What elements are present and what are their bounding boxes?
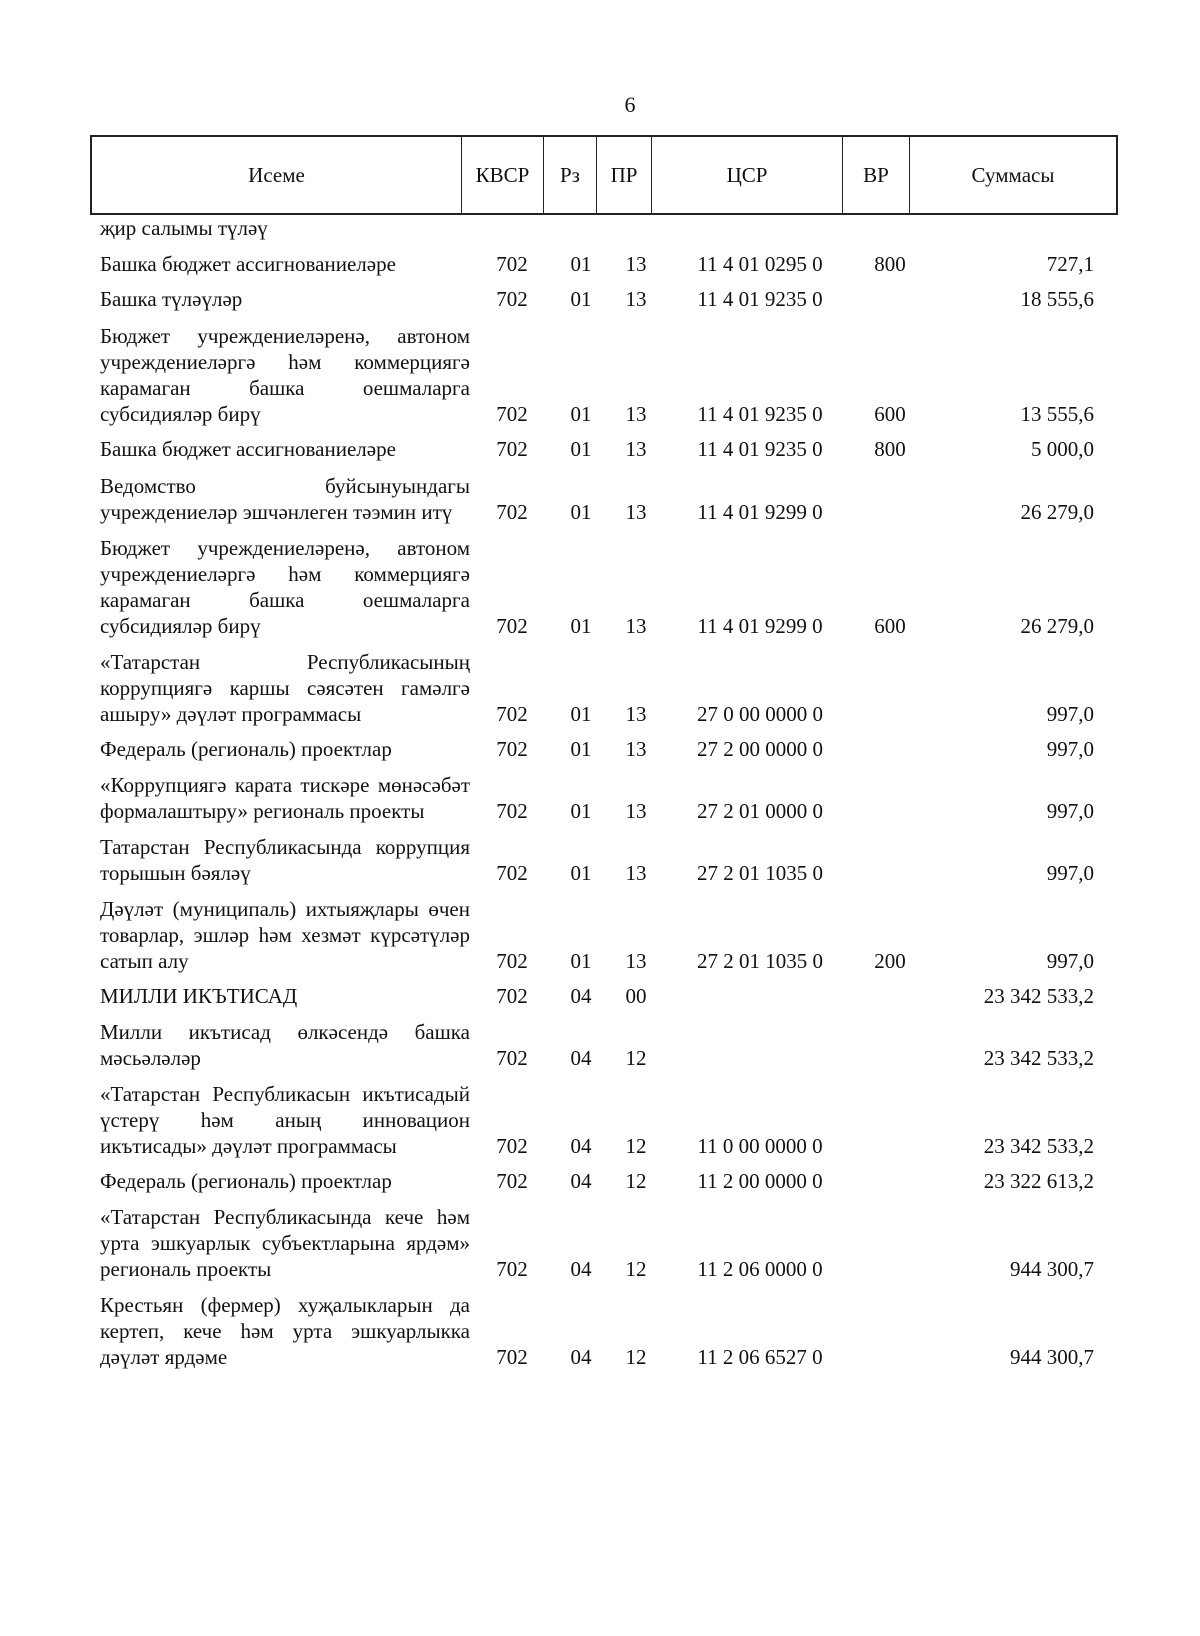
row-kvsr: 702	[496, 614, 528, 638]
column-header-sum: Суммасы	[971, 162, 1055, 187]
row-rz: 01	[570, 287, 592, 311]
row-kvsr: 702	[496, 702, 528, 726]
row-csr: 27 2 01 0000 0	[697, 799, 823, 823]
row-pr: 13	[625, 500, 647, 524]
row-kvsr: 702	[496, 799, 528, 823]
row-csr: 11 2 00 0000 0	[697, 1169, 823, 1193]
row-rz: 01	[570, 437, 592, 461]
row-pr: 13	[625, 799, 647, 823]
column-header-csr: ЦСР	[652, 137, 843, 213]
table-row	[90, 983, 1118, 1009]
table-row	[90, 1081, 1118, 1159]
row-kvsr: 702	[496, 402, 528, 426]
table-row	[90, 1204, 1118, 1282]
column-header-vr: ВР	[843, 137, 910, 213]
row-rz: 01	[570, 799, 592, 823]
row-vr: 200	[874, 949, 906, 973]
row-name: Крестьян (фермер) хуҗалыкларын да кертеп, кече һәм урта эшкуарлыкка дәүләт ярдәме	[100, 1293, 470, 1369]
row-name: Башка бюджет ассигнованиеләре	[100, 437, 396, 461]
table-row	[90, 286, 1118, 312]
row-csr: 11 4 01 9235 0	[697, 402, 823, 426]
row-vr: 800	[874, 437, 906, 461]
row-kvsr: 702	[496, 1134, 528, 1158]
page-number: 6	[624, 92, 636, 117]
row-sum: 997,0	[1046, 702, 1094, 726]
row-pr: 12	[625, 1257, 647, 1281]
row-pr: 13	[625, 614, 647, 638]
row-sum: 997,0	[1046, 799, 1094, 823]
row-sum: 23 342 533,2	[983, 984, 1094, 1008]
row-sum: 26 279,0	[1020, 614, 1094, 638]
row-kvsr: 702	[496, 1257, 528, 1281]
row-rz: 01	[570, 861, 592, 885]
table-header	[90, 135, 1118, 215]
table-body	[90, 215, 1118, 1380]
row-vr: 600	[874, 614, 906, 638]
row-pr: 12	[625, 1345, 647, 1369]
row-kvsr: 702	[496, 287, 528, 311]
row-rz: 01	[570, 252, 592, 276]
row-pr: 13	[625, 949, 647, 973]
row-name: җир салымы түләү	[100, 216, 268, 240]
row-kvsr: 702	[496, 1345, 528, 1369]
row-pr: 13	[625, 702, 647, 726]
row-kvsr: 702	[496, 1046, 528, 1070]
row-name: «Татарстан Республикасының коррупциягә каршы сәясәтен гамәлгә ашыру» дәүләт программасы	[100, 650, 470, 726]
row-csr: 27 2 01 1035 0	[697, 861, 823, 885]
row-pr: 13	[625, 402, 647, 426]
row-rz: 04	[570, 1134, 592, 1158]
row-rz: 04	[570, 1257, 592, 1281]
table-row	[90, 323, 1118, 427]
row-kvsr: 702	[496, 737, 528, 761]
row-kvsr: 702	[496, 252, 528, 276]
column-header-rz: Рз	[544, 137, 597, 213]
row-pr: 12	[625, 1169, 647, 1193]
row-kvsr: 702	[496, 861, 528, 885]
row-sum: 997,0	[1046, 949, 1094, 973]
row-csr: 27 0 00 0000 0	[697, 702, 823, 726]
row-pr: 13	[625, 287, 647, 311]
row-sum: 997,0	[1046, 861, 1094, 885]
table-row	[90, 834, 1118, 886]
row-csr: 11 2 06 0000 0	[697, 1257, 823, 1281]
row-name: Татарстан Республикасында коррупция торышын бәяләү	[100, 835, 470, 885]
row-sum: 5 000,0	[1031, 437, 1094, 461]
row-pr: 12	[625, 1046, 647, 1070]
row-name: Федераль (региональ) проектлар	[100, 1169, 392, 1193]
row-rz: 04	[570, 1046, 592, 1070]
row-sum: 23 342 533,2	[983, 1134, 1094, 1158]
row-pr: 12	[625, 1134, 647, 1158]
column-header-kvsr: КВСР	[462, 137, 544, 213]
row-sum: 26 279,0	[1020, 500, 1094, 524]
row-kvsr: 702	[496, 500, 528, 524]
row-rz: 04	[570, 1169, 592, 1193]
row-rz: 01	[570, 402, 592, 426]
row-pr: 00	[625, 984, 647, 1008]
row-name: Дәүләт (муниципаль) ихтыяҗлары өчен товарлар, эшләр һәм хезмәт күрсәтүләр сатып алу	[100, 897, 470, 973]
row-name: Федераль (региональ) проектлар	[100, 737, 392, 761]
table-row	[90, 251, 1118, 277]
row-csr: 27 2 00 0000 0	[697, 737, 823, 761]
row-sum: 23 322 613,2	[983, 1169, 1094, 1193]
row-csr: 27 2 01 1035 0	[697, 949, 823, 973]
table-row	[90, 215, 1118, 241]
row-sum: 944 300,7	[1010, 1257, 1094, 1281]
row-rz: 01	[570, 614, 592, 638]
row-csr: 11 4 01 0295 0	[697, 252, 823, 276]
row-pr: 13	[625, 252, 647, 276]
table-row	[90, 1019, 1118, 1071]
column-header-pr: ПР	[597, 137, 652, 213]
row-csr: 11 4 01 9235 0	[697, 287, 823, 311]
row-sum: 23 342 533,2	[983, 1046, 1094, 1070]
row-rz: 01	[570, 949, 592, 973]
row-csr: 11 4 01 9299 0	[697, 500, 823, 524]
row-name: Башка түләүләр	[100, 287, 243, 311]
row-sum: 944 300,7	[1010, 1345, 1094, 1369]
row-vr: 600	[874, 402, 906, 426]
row-rz: 04	[570, 1345, 592, 1369]
table-row	[90, 535, 1118, 639]
column-header-name: Исеме	[92, 137, 462, 213]
table-row	[90, 649, 1118, 727]
row-kvsr: 702	[496, 437, 528, 461]
row-sum: 18 555,6	[1020, 287, 1094, 311]
row-csr: 11 2 06 6527 0	[697, 1345, 823, 1369]
row-name: Бюджет учреждениеләренә, автоном учреждениеләргә һәм коммерциягә карамаган башка оешмаларга субсидияләр бирү	[100, 324, 470, 426]
row-name: МИЛЛИ ИКЪТИСАД	[100, 984, 298, 1008]
row-csr: 11 4 01 9235 0	[697, 437, 823, 461]
row-pr: 13	[625, 861, 647, 885]
row-name: «Коррупциягә карата тискәре мөнәсәбәт формалаштыру» региональ проекты	[100, 773, 470, 823]
table-row	[90, 436, 1118, 462]
row-name: «Татарстан Республикасын икътисадый үстерү һәм аның инновацион икътисады» дәүләт программасы	[100, 1082, 470, 1158]
row-rz: 01	[570, 737, 592, 761]
table-row	[90, 473, 1118, 525]
row-name: Ведомство буйсынуындагы учреждениеләр эшчәнлеген тәэмин итү	[100, 474, 470, 524]
row-kvsr: 702	[496, 1169, 528, 1193]
row-pr: 13	[625, 737, 647, 761]
table-row	[90, 896, 1118, 974]
table-row	[90, 1168, 1118, 1194]
table-row	[90, 736, 1118, 762]
row-csr: 11 4 01 9299 0	[697, 614, 823, 638]
row-name: «Татарстан Республикасында кече һәм урта эшкуарлык субъектларына ярдәм» региональ проекты	[100, 1205, 470, 1281]
row-rz: 04	[570, 984, 592, 1008]
row-csr: 11 0 00 0000 0	[697, 1134, 823, 1158]
row-sum: 727,1	[1046, 252, 1094, 276]
row-rz: 01	[570, 702, 592, 726]
row-kvsr: 702	[496, 949, 528, 973]
row-sum: 997,0	[1046, 737, 1094, 761]
row-pr: 13	[625, 437, 647, 461]
table-row	[90, 1292, 1118, 1370]
row-rz: 01	[570, 500, 592, 524]
row-name: Бюджет учреждениеләренә, автоном учреждениеләргә һәм коммерциягә карамаган башка оешмаларга субсидияләр бирү	[100, 536, 470, 638]
row-sum: 13 555,6	[1020, 402, 1094, 426]
row-vr: 800	[874, 252, 906, 276]
table-row	[90, 772, 1118, 824]
row-name: Милли икътисад өлкәсендә башка мәсьәләләр	[100, 1020, 470, 1070]
row-kvsr: 702	[496, 984, 528, 1008]
row-name: Башка бюджет ассигнованиеләре	[100, 252, 396, 276]
